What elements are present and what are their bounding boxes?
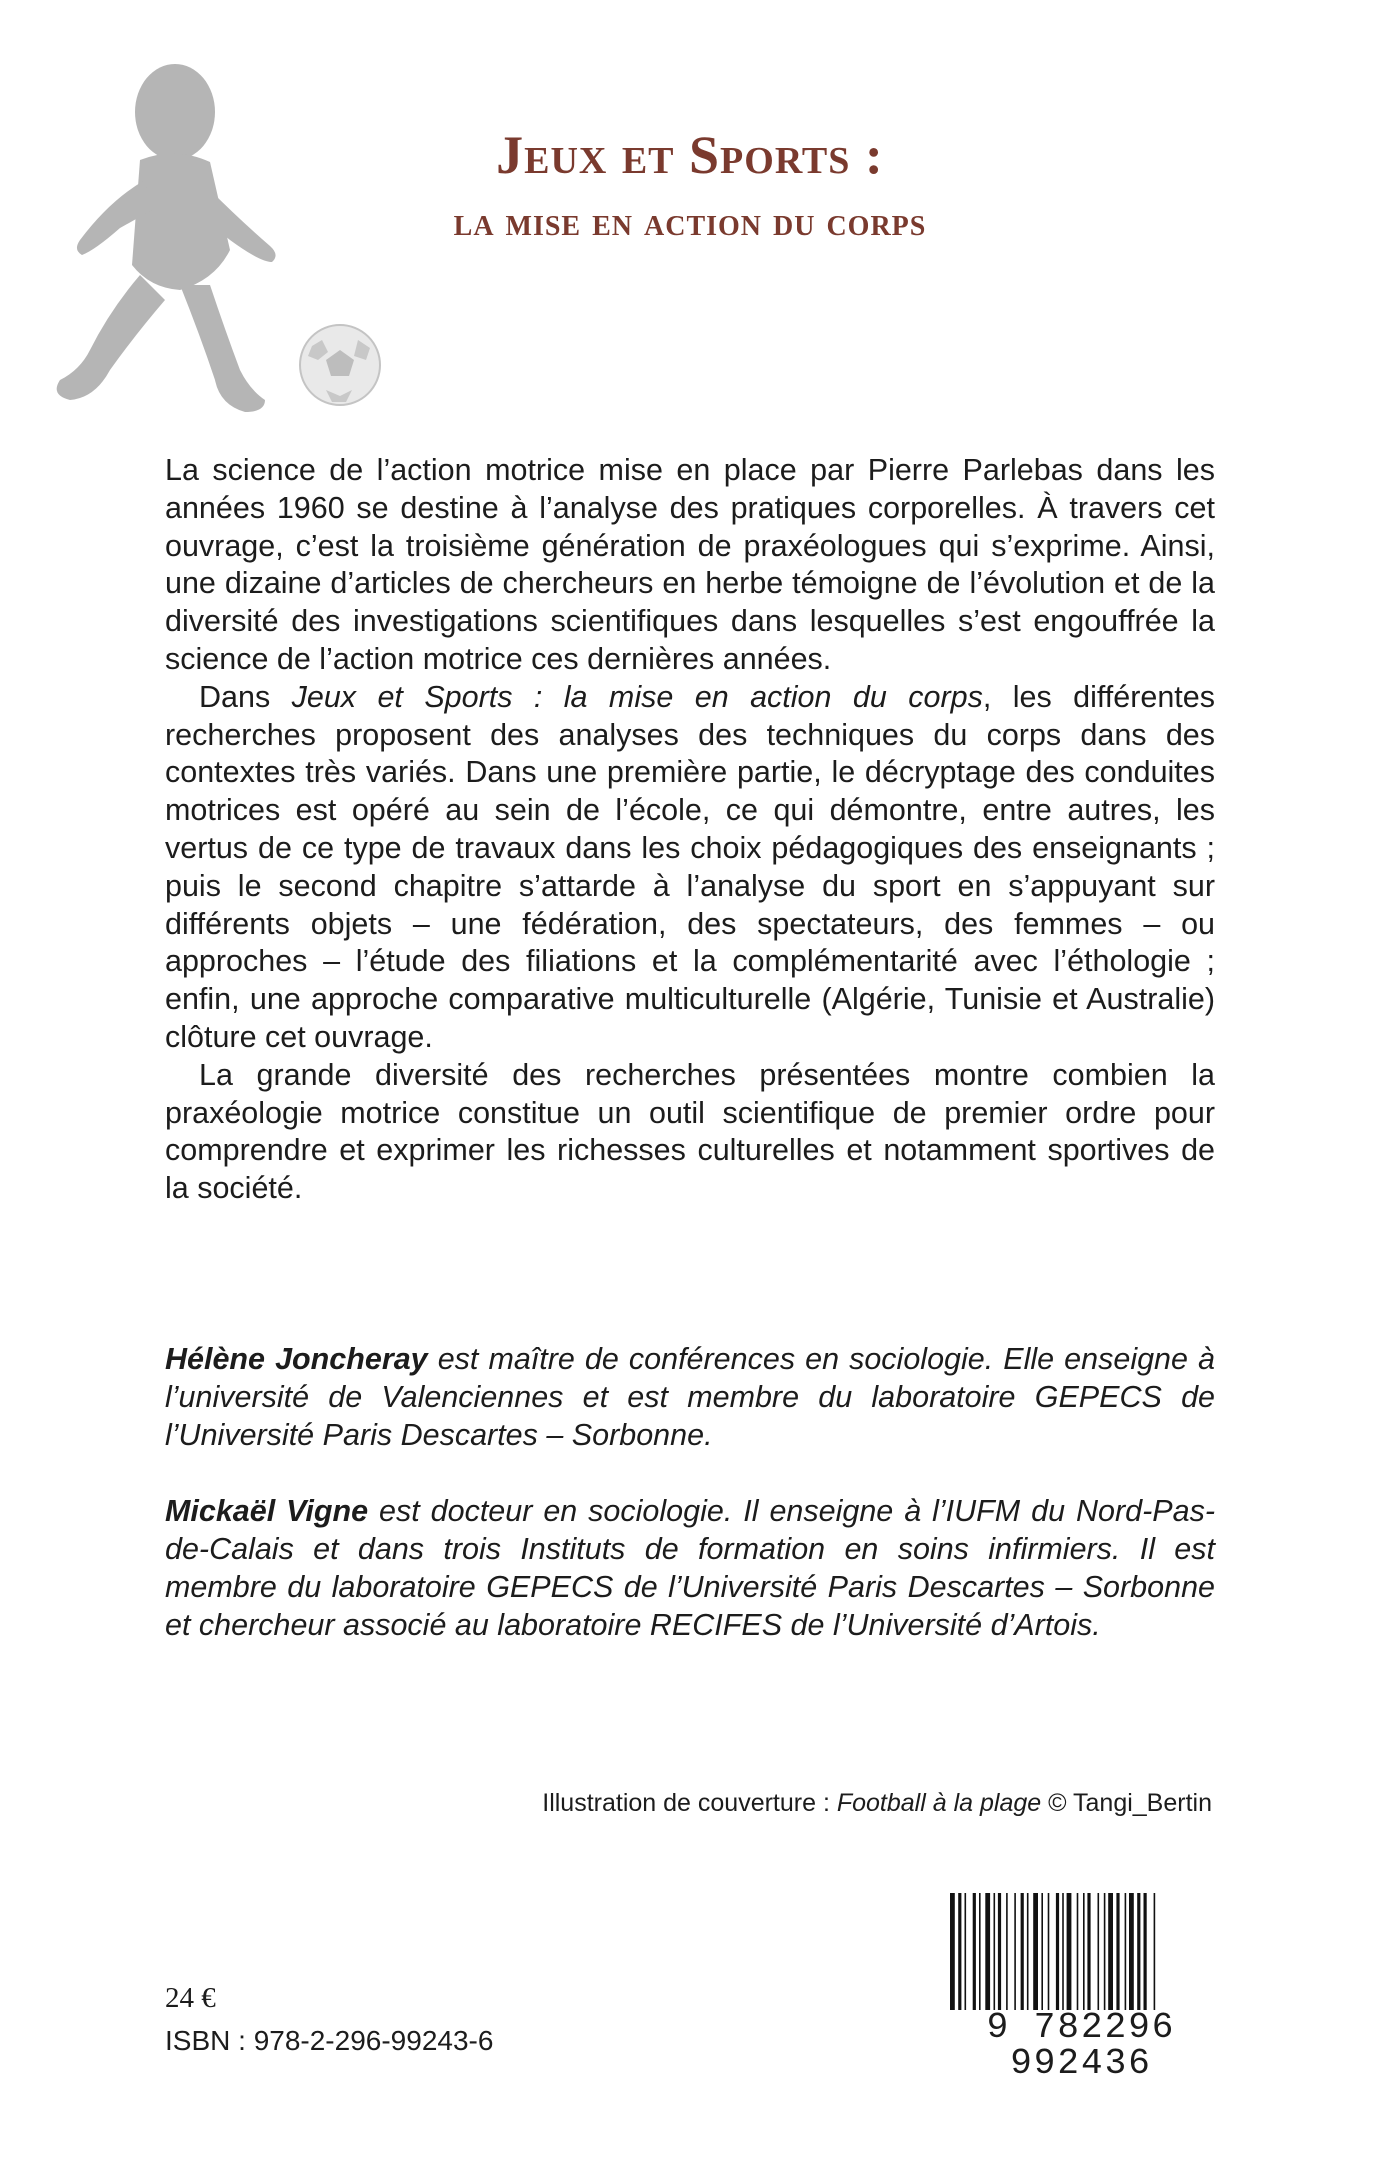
author-description-1: est maître de conférences en sociologie. Elle enseigne à l’université de Valenciennes et est membre du laboratoire GEPECS de l’Université Paris Descartes – Sorbonne. xyxy=(165,1342,1215,1452)
description-paragraph-3: La grande diversité des recherches présentées montre combien la praxéologie motrice constitue un outil scientifique de premier ordre pour comprendre et exprimer les richesses culturelles et notamment sportives de la société. xyxy=(165,1057,1215,1206)
title-line-1: Jeux et Sports : xyxy=(496,125,884,185)
barcode-digits: 9 782296 992436 xyxy=(936,2010,1226,2082)
child-football-illustration xyxy=(40,50,420,460)
book-title-citation: Jeux et Sports : la mise en action du corps xyxy=(291,679,983,714)
cover-credit xyxy=(542,1789,1212,1818)
book-title xyxy=(380,125,1000,245)
title-line-2: la mise en action du corps xyxy=(453,199,927,244)
author-name-1: Hélène Joncheray xyxy=(165,1342,428,1376)
paragraph-2-rest: , les différentes recherches proposent des analyses des techniques du corps dans des contextes très variés. Dans une première partie, le décryptage des conduites motrices est opéré au sein de l’école, ce qui démontre, entre autres, les vertus de ce type de travaux dans les choix pédagogiques des enseignants ; puis le second chapitre s’attarde à l’analyse du sport en s’appuyant sur différents objets – une fédération, des spectateurs, des femmes – ou approches – l’étude des filiations et la complémentarité avec l’éthologie ; enfin, une approche comparative multiculturelle (Algérie, Tunisie et Australie) clôture cet ouvrage. xyxy=(165,679,1215,1054)
book-description xyxy=(165,452,1215,1208)
author-name-2: Mickaël Vigne xyxy=(165,1494,369,1528)
price: 24 € xyxy=(165,1982,216,2014)
author-bios xyxy=(165,1340,1215,1644)
isbn: ISBN : 978-2-296-99243-6 xyxy=(165,2025,494,2056)
football-icon xyxy=(300,325,380,405)
description-paragraph-2 xyxy=(165,679,1215,1057)
credit-lead: Illustration de couverture : xyxy=(542,1789,837,1817)
author-bio-1 xyxy=(165,1340,1215,1454)
credit-work: Football à la plage xyxy=(836,1789,1042,1817)
author-bio-2 xyxy=(165,1492,1215,1644)
paragraph-2-lead: Dans xyxy=(199,679,292,714)
author-description-2: est docteur en sociologie. Il enseigne à l’IUFM du Nord-Pas-de-Calais et dans trois Instituts de formation en soins infirmiers. Il est membre du laboratoire GEPECS de l’Université Paris Descartes – Sorbonne et chercheur associé au laboratoire RECIFES de l’Université d’Artois. xyxy=(165,1494,1215,1642)
credit-rest: © Tangi_Bertin xyxy=(1041,1789,1212,1817)
description-paragraph-1: La science de l’action motrice mise en place par Pierre Parlebas dans les années 1960 se destine à l’analyse des pratiques corporelles. À travers cet ouvrage, c’est la troisième génération de praxéologues qui s’exprime. Ainsi, une dizaine d’articles de chercheurs en herbe témoigne de l’évolution et de la diversité des investigations scientifiques dans lesquelles s’est engouffrée la science de l’action motrice ces dernières années. xyxy=(165,453,1215,676)
